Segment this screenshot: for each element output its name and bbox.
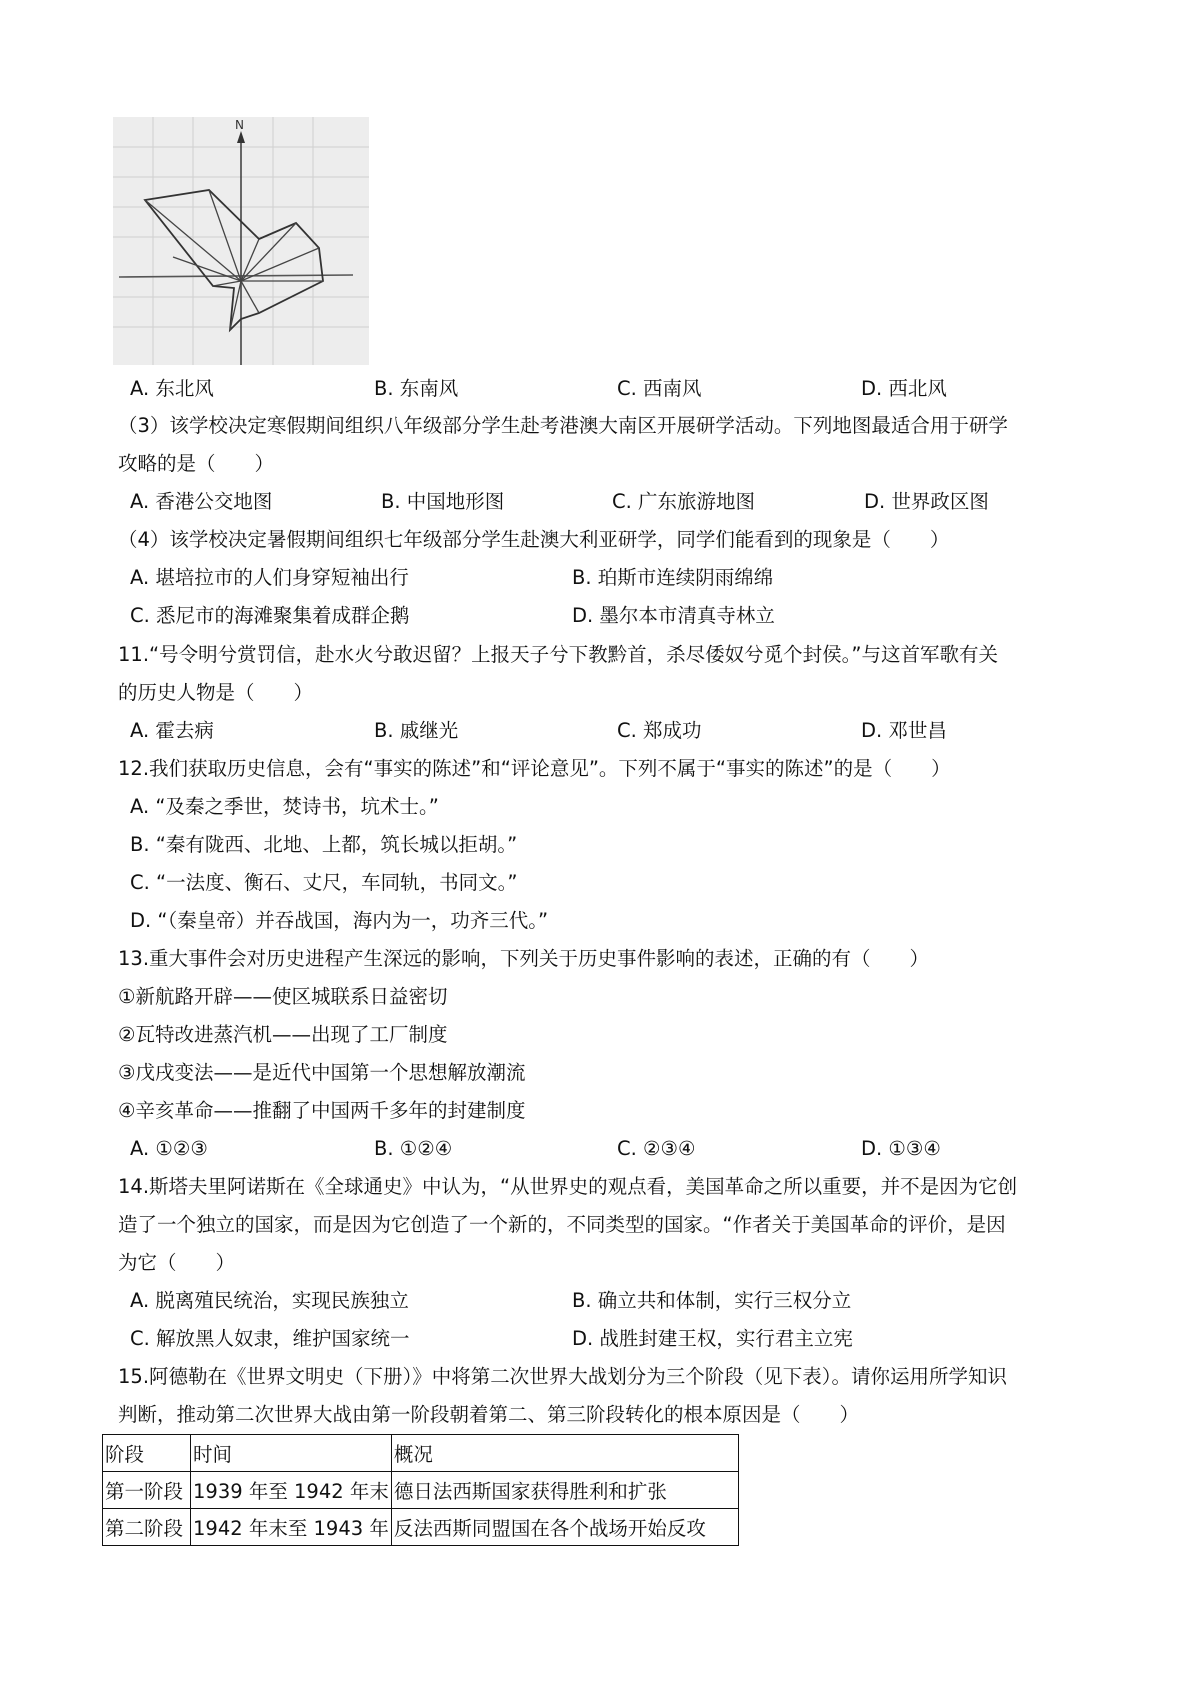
q10-2-option-c: C. 西南风 [617,377,702,400]
q10-2-option-a: A. 东北风 [130,377,214,400]
q10-3-option-b: B. 中国地形图 [381,490,505,513]
q10-4-option-a: A. 堪培拉市的人们身穿短袖出行 [130,566,409,589]
q13-item-1: ①新航路开辟——使区城联系日益密切 [118,985,448,1008]
q12-option-a: A. “及秦之季世，焚诗书，坑术士。” [130,795,439,818]
q14-option-b: B. 确立共和体制，实行三权分立 [572,1289,852,1312]
q11-stem-line1: 11.“号令明兮赏罚信，赴水火兮敢迟留？上报天子兮下教黔首，杀尽倭奴兮觅个封侯。”与这首军歌有关 [118,643,998,666]
q11-option-a: A. 霍去病 [130,719,214,742]
q13-option-d: D. ①③④ [861,1137,941,1160]
q10-3-option-a: A. 香港公交地图 [130,490,273,513]
q11-option-b: B. 戚继光 [374,719,459,742]
q10-3-option-d: D. 世界政区图 [864,490,989,513]
q13-item-3: ③戊戌变法——是近代中国第一个思想解放潮流 [118,1061,526,1084]
q10-3-stem-line2: 攻略的是（ ） [118,452,275,475]
q14-option-c: C. 解放黑人奴隶，维护国家统一 [130,1327,410,1350]
q13-item-4: ④辛亥革命——推翻了中国两千多年的封建制度 [118,1099,526,1122]
q14-stem-line1: 14.斯塔夫里阿诺斯在《全球通史》中认为，“从世界史的观点看，美国革命之所以重要，并不是因为它创 [118,1175,1018,1198]
q15-stage-table [102,1434,739,1546]
table-cell: 反法西斯同盟国在各个战场开始反攻 [391,1509,738,1546]
q13-stem: 13.重大事件会对历史进程产生深远的影响，下列关于历史事件影响的表述，正确的有（ ） [118,947,930,970]
q10-4-option-d: D. 墨尔本市清真寺林立 [572,604,775,627]
table-header-cell: 时间 [191,1435,392,1472]
q14-option-d: D. 战胜封建王权，实行君主立宪 [572,1327,853,1350]
table-cell: 第一阶段 [103,1472,191,1509]
q12-stem: 12.我们获取历史信息，会有“事实的陈述”和“评论意见”。下列不属于“事实的陈述”的是（ ） [118,757,951,780]
q13-option-c: C. ②③④ [617,1137,696,1160]
q13-item-2: ②瓦特改进蒸汽机——出现了工厂制度 [118,1023,448,1046]
table-row [103,1509,739,1546]
q11-option-c: C. 郑成功 [617,719,702,742]
q10-4-option-b: B. 珀斯市连续阴雨绵绵 [572,566,774,589]
wind-rose-graphic [113,117,369,365]
table-header-cell: 阶段 [103,1435,191,1472]
q15-stem-line1: 15.阿德勒在《世界文明史（下册）》中将第二次世界大战划分为三个阶段（见下表）。请你运用所学知识 [118,1365,1008,1388]
table-header-cell: 概况 [391,1435,738,1472]
q12-option-b: B. “秦有陇西、北地、上都，筑长城以拒胡。” [130,833,518,856]
q10-4-stem: （4）该学校决定暑假期间组织七年级部分学生赴澳大利亚研学，同学们能看到的现象是（ ） [118,528,950,551]
table-header-row [103,1435,739,1472]
q11-option-d: D. 邓世昌 [861,719,947,742]
q11-stem-line2: 的历史人物是（ ） [118,681,314,704]
north-label: N [235,118,244,132]
table-cell: 德日法西斯国家获得胜利和扩张 [391,1472,738,1509]
q14-stem-line3: 为它（ ） [118,1251,236,1274]
table-cell: 1939 年至 1942 年末 [191,1472,392,1509]
q13-option-b: B. ①②④ [374,1137,453,1160]
q15-stem-line2: 判断，推动第二次世界大战由第一阶段朝着第二、第三阶段转化的根本原因是（ ） [118,1403,860,1426]
q12-option-c: C. “一法度、衡石、丈尺，车同轨，书同文。” [130,871,518,894]
q13-option-a: A. ①②③ [130,1137,208,1160]
q10-2-option-b: B. 东南风 [374,377,459,400]
q10-3-option-c: C. 广东旅游地图 [612,490,756,513]
q14-option-a: A. 脱离殖民统治，实现民族独立 [130,1289,409,1312]
q10-3-stem-line1: （3）该学校决定寒假期间组织八年级部分学生赴考港澳大南区开展研学活动。下列地图最适合用于研学 [118,414,1008,437]
q10-2-option-d: D. 西北风 [861,377,947,400]
table-row [103,1472,739,1509]
q12-option-d: D. “（秦皇帝）并吞战国，海内为一，功齐三代。” [130,909,549,932]
wind-rose-figure [113,117,369,365]
table-cell: 1942 年末至 1943 年 [191,1509,392,1546]
table-cell: 第二阶段 [103,1509,191,1546]
q10-4-option-c: C. 悉尼市的海滩聚集着成群企鹅 [130,604,410,627]
q14-stem-line2: 造了一个独立的国家，而是因为它创造了一个新的，不同类型的国家。“作者关于美国革命的评价，是因 [118,1213,1006,1236]
